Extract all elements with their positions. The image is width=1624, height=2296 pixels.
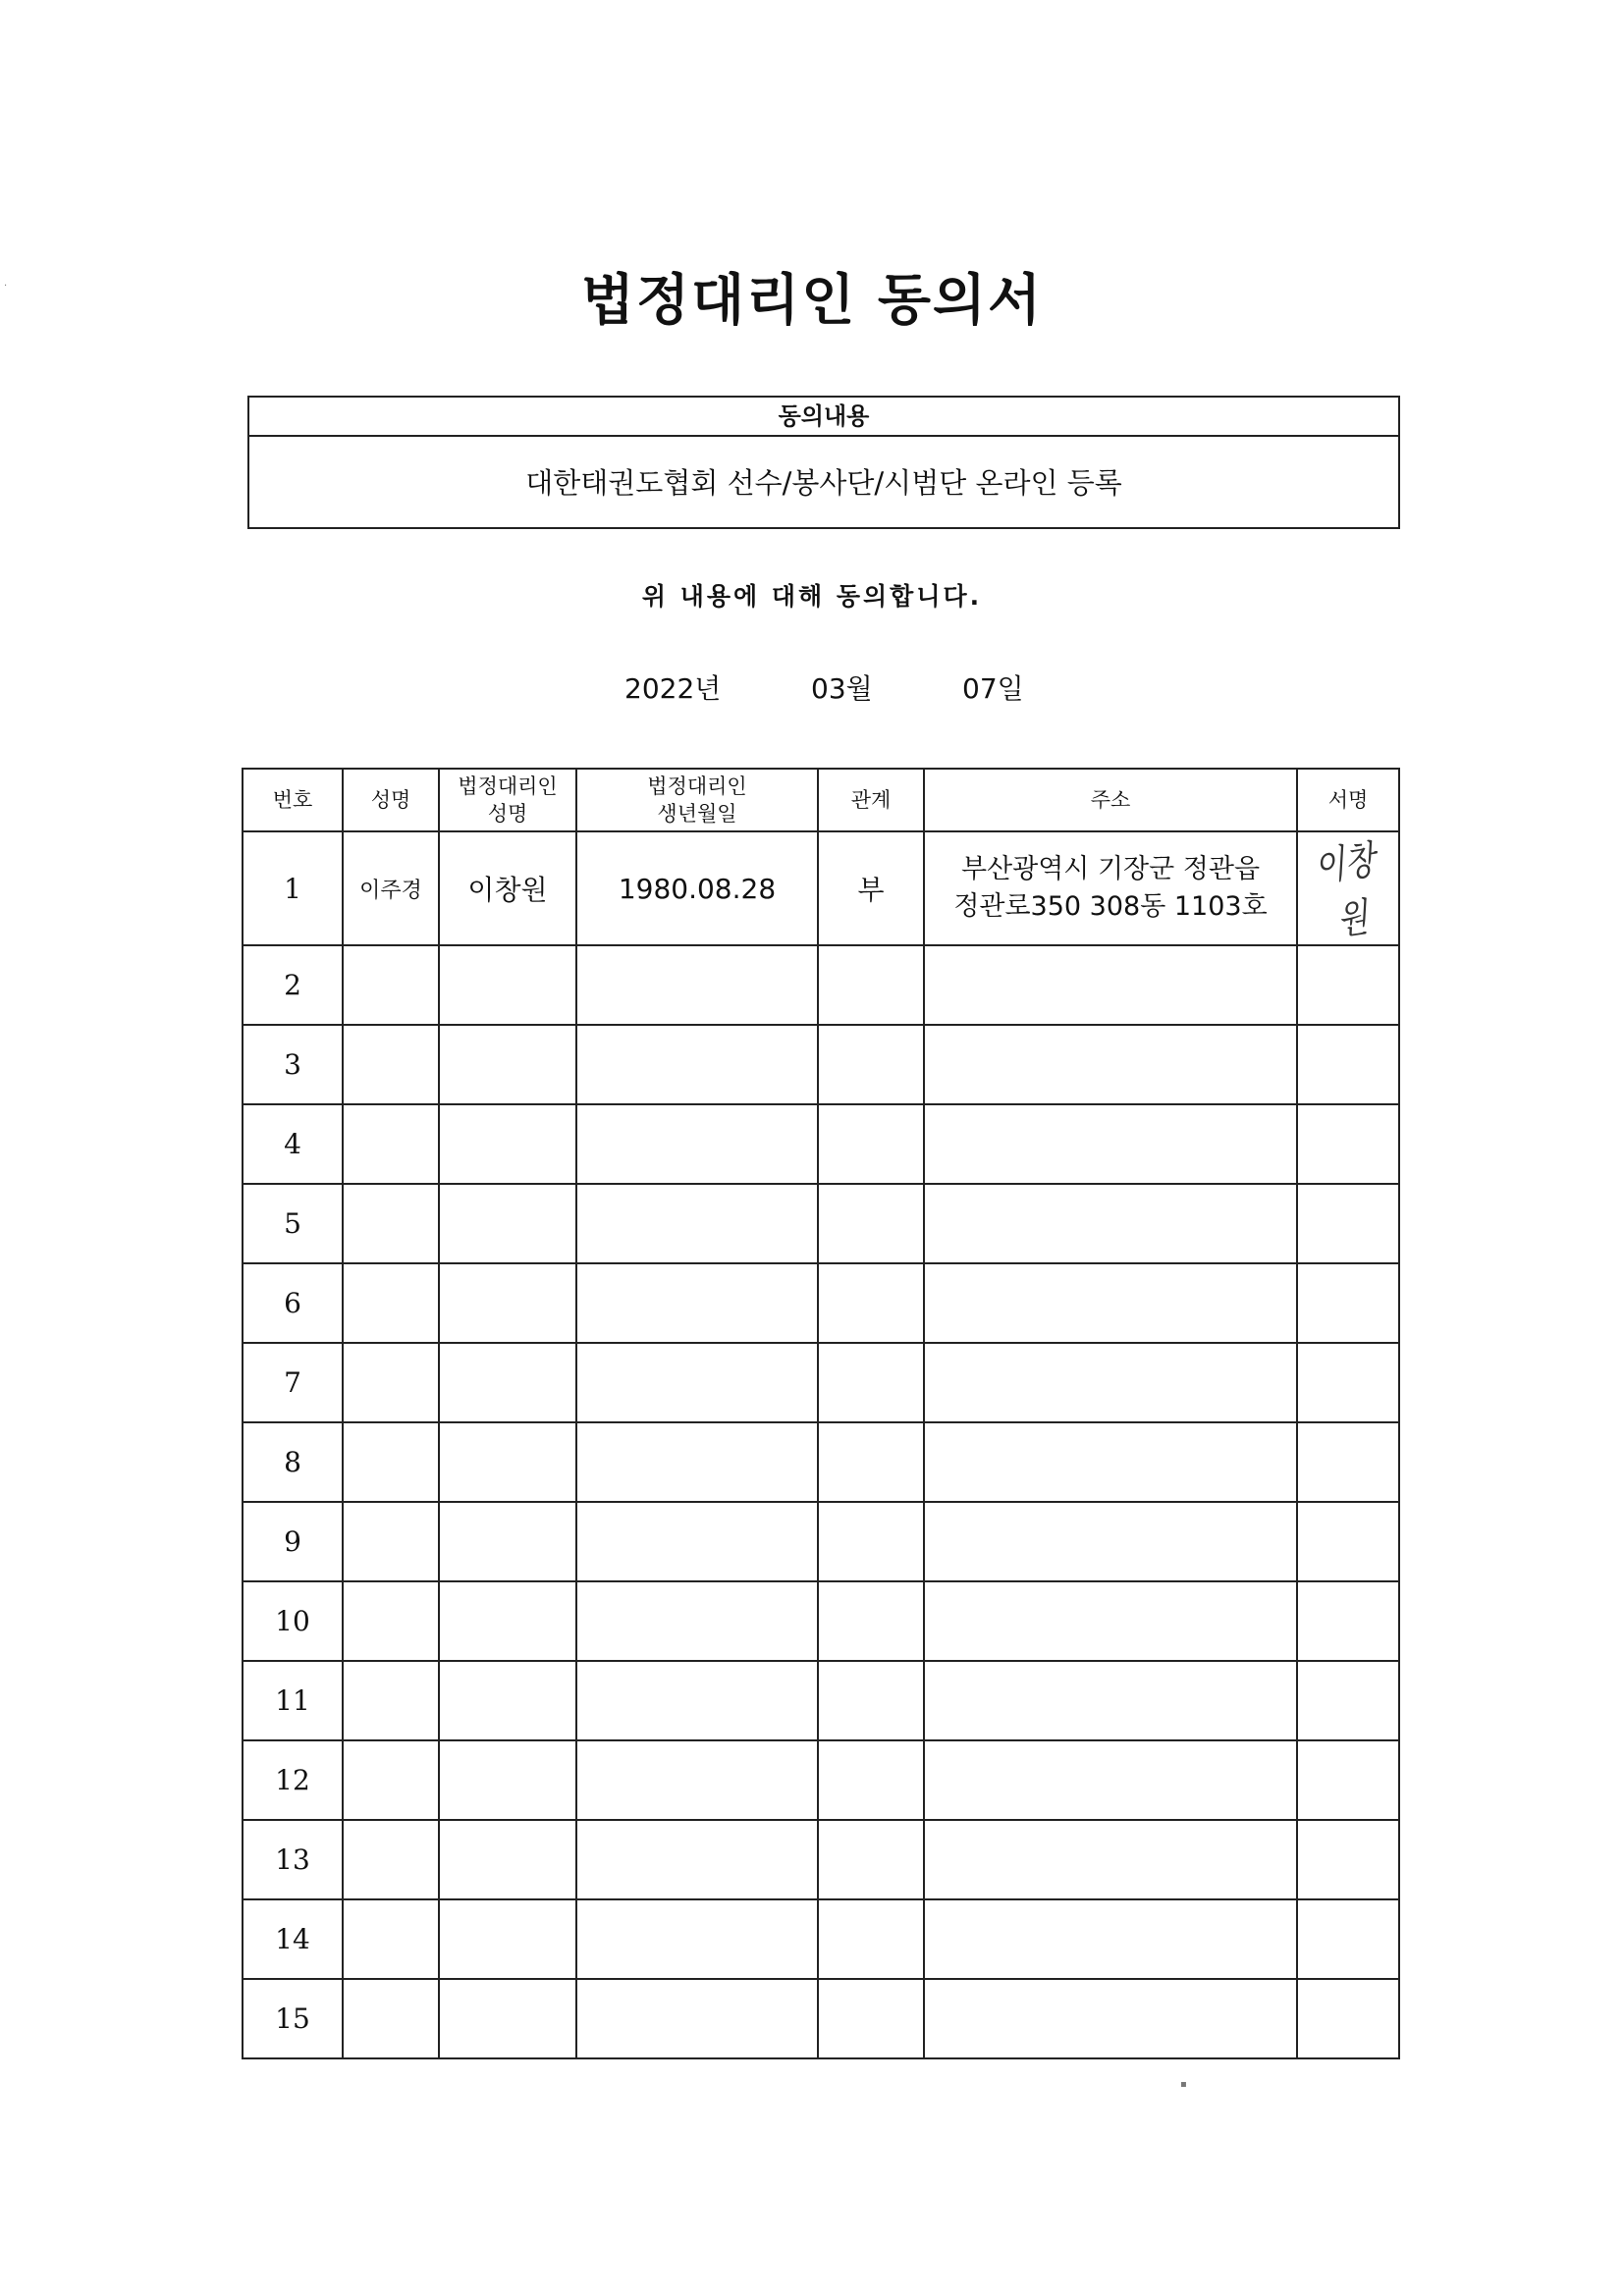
row-signature: [1297, 1820, 1399, 1899]
row-guardian-birth: [576, 945, 818, 1025]
row-address: [924, 1740, 1297, 1820]
table-row: [243, 1661, 1399, 1740]
header-guardian-birth-line2: 생년월일: [657, 802, 737, 826]
row-number: 1: [243, 831, 343, 945]
row-guardian-name: [439, 1661, 576, 1740]
table-row: [243, 831, 1399, 945]
table-row: [243, 1740, 1399, 1820]
row-guardian-birth: [576, 1740, 818, 1820]
consent-box: [247, 396, 1400, 529]
row-guardian-birth: [576, 1899, 818, 1979]
row-number: 14: [243, 1899, 343, 1979]
row-signature: [1297, 945, 1399, 1025]
row-guardian-birth: [576, 1979, 818, 2058]
table-row: [243, 1502, 1399, 1581]
header-relation: 관계: [818, 769, 924, 831]
row-relation: [818, 1979, 924, 2058]
row-signature: [1297, 831, 1399, 945]
row-relation: [818, 1422, 924, 1502]
row-address: [924, 1502, 1297, 1581]
row-relation: [818, 1343, 924, 1422]
row-address: [924, 1025, 1297, 1104]
row-guardian-birth: [576, 1581, 818, 1661]
row-address: [924, 831, 1297, 945]
table-row: [243, 1979, 1399, 2058]
document-title: 법정대리인 동의서: [580, 269, 1044, 333]
row-signature: [1297, 1184, 1399, 1263]
row-number: 7: [243, 1343, 343, 1422]
row-relation: [818, 1502, 924, 1581]
row-relation: [818, 1025, 924, 1104]
row-relation: [818, 1581, 924, 1661]
consent-heading: 동의내용: [249, 398, 1398, 437]
row-guardian-name: [439, 1502, 576, 1581]
table-header-row: [243, 769, 1399, 831]
header-signature: 서명: [1297, 769, 1399, 831]
row-guardian-name: [439, 1263, 576, 1343]
row-number: 5: [243, 1184, 343, 1263]
row-guardian-name: [439, 1740, 576, 1820]
scan-speck: ▪: [1180, 2079, 1187, 2090]
table-row: [243, 1820, 1399, 1899]
registration-table: [242, 768, 1400, 2059]
row-name: [343, 1740, 439, 1820]
row-signature: [1297, 1740, 1399, 1820]
table-row: [243, 945, 1399, 1025]
row-address-line2: 정관로350 308동 1103호: [953, 891, 1268, 922]
row-relation: 부: [818, 831, 924, 945]
row-guardian-name: [439, 1184, 576, 1263]
row-address: [924, 1263, 1297, 1343]
row-name: [343, 945, 439, 1025]
row-name: [343, 1979, 439, 2058]
row-signature: [1297, 1343, 1399, 1422]
row-guardian-name: 이창원: [439, 831, 576, 945]
row-guardian-birth: [576, 1502, 818, 1581]
table-row: [243, 1899, 1399, 1979]
table-row: [243, 1263, 1399, 1343]
row-signature: [1297, 1025, 1399, 1104]
row-address: [924, 1899, 1297, 1979]
row-signature: [1297, 1422, 1399, 1502]
row-address: [924, 1343, 1297, 1422]
row-guardian-birth: [576, 1422, 818, 1502]
row-guardian-name: [439, 1104, 576, 1184]
row-name: [343, 1502, 439, 1581]
row-address: [924, 1979, 1297, 2058]
row-guardian-birth: 1980.08.28: [576, 831, 818, 945]
table-row: [243, 1422, 1399, 1502]
agreement-statement: 위 내용에 대해 동의합니다.: [641, 582, 983, 611]
row-address: [924, 1422, 1297, 1502]
row-address-line1: 부산광역시 기장군 정관읍: [960, 854, 1261, 884]
row-relation: [818, 1263, 924, 1343]
consent-content: 대한태권도협회 선수/봉사단/시범단 온라인 등록: [525, 466, 1122, 500]
header-address: 주소: [924, 769, 1297, 831]
scan-speck: ·: [4, 281, 8, 292]
row-signature: [1297, 1581, 1399, 1661]
row-guardian-birth: [576, 1263, 818, 1343]
header-guardian-name-line2: 성명: [487, 802, 528, 826]
table-row: [243, 1025, 1399, 1104]
header-guardian-name: [439, 769, 576, 831]
row-address: [924, 945, 1297, 1025]
header-name: 성명: [343, 769, 439, 831]
row-name: [343, 1184, 439, 1263]
row-number: 15: [243, 1979, 343, 2058]
row-name: [343, 1025, 439, 1104]
row-address: [924, 1581, 1297, 1661]
row-relation: [818, 1740, 924, 1820]
row-name: [343, 1661, 439, 1740]
row-guardian-name: [439, 1899, 576, 1979]
table-row: [243, 1581, 1399, 1661]
row-address: [924, 1820, 1297, 1899]
row-name: [343, 1820, 439, 1899]
row-signature: [1297, 1661, 1399, 1740]
row-name: [343, 1104, 439, 1184]
row-number: 3: [243, 1025, 343, 1104]
header-number: 번호: [243, 769, 343, 831]
header-guardian-name-line1: 법정대리인: [458, 774, 558, 798]
row-relation: [818, 1820, 924, 1899]
row-signature: [1297, 1104, 1399, 1184]
row-name: [343, 1899, 439, 1979]
row-guardian-name: [439, 945, 576, 1025]
row-number: 10: [243, 1581, 343, 1661]
row-relation: [818, 1899, 924, 1979]
row-signature: [1297, 1263, 1399, 1343]
row-relation: [818, 1104, 924, 1184]
row-relation: [818, 1184, 924, 1263]
table-row: [243, 1184, 1399, 1263]
row-guardian-birth: [576, 1184, 818, 1263]
row-address: [924, 1184, 1297, 1263]
row-signature: [1297, 1899, 1399, 1979]
row-guardian-name: [439, 1581, 576, 1661]
row-number: 11: [243, 1661, 343, 1740]
row-address: [924, 1104, 1297, 1184]
row-guardian-name: [439, 1979, 576, 2058]
row-number: 8: [243, 1422, 343, 1502]
handwritten-signature: 이창원: [1311, 837, 1379, 944]
row-number: 12: [243, 1740, 343, 1820]
row-name: 이주경: [343, 831, 439, 945]
header-guardian-birth: [576, 769, 818, 831]
row-number: 9: [243, 1502, 343, 1581]
header-guardian-birth-line1: 법정대리인: [647, 774, 747, 798]
row-guardian-birth: [576, 1820, 818, 1899]
row-relation: [818, 1661, 924, 1740]
date-month: 03월: [811, 672, 873, 705]
row-guardian-birth: [576, 1025, 818, 1104]
row-name: [343, 1581, 439, 1661]
row-name: [343, 1263, 439, 1343]
row-name: [343, 1422, 439, 1502]
row-signature: [1297, 1502, 1399, 1581]
row-guardian-birth: [576, 1343, 818, 1422]
row-address: [924, 1661, 1297, 1740]
date-year: 2022년: [624, 672, 722, 705]
row-number: 4: [243, 1104, 343, 1184]
row-guardian-name: [439, 1422, 576, 1502]
row-number: 6: [243, 1263, 343, 1343]
row-number: 2: [243, 945, 343, 1025]
row-guardian-name: [439, 1820, 576, 1899]
row-name: [343, 1343, 439, 1422]
row-guardian-birth: [576, 1661, 818, 1740]
row-guardian-name: [439, 1025, 576, 1104]
row-relation: [818, 945, 924, 1025]
row-signature: [1297, 1979, 1399, 2058]
row-guardian-birth: [576, 1104, 818, 1184]
date-day: 07일: [962, 672, 1024, 705]
table-row: [243, 1104, 1399, 1184]
row-number: 13: [243, 1820, 343, 1899]
row-guardian-name: [439, 1343, 576, 1422]
table-row: [243, 1343, 1399, 1422]
